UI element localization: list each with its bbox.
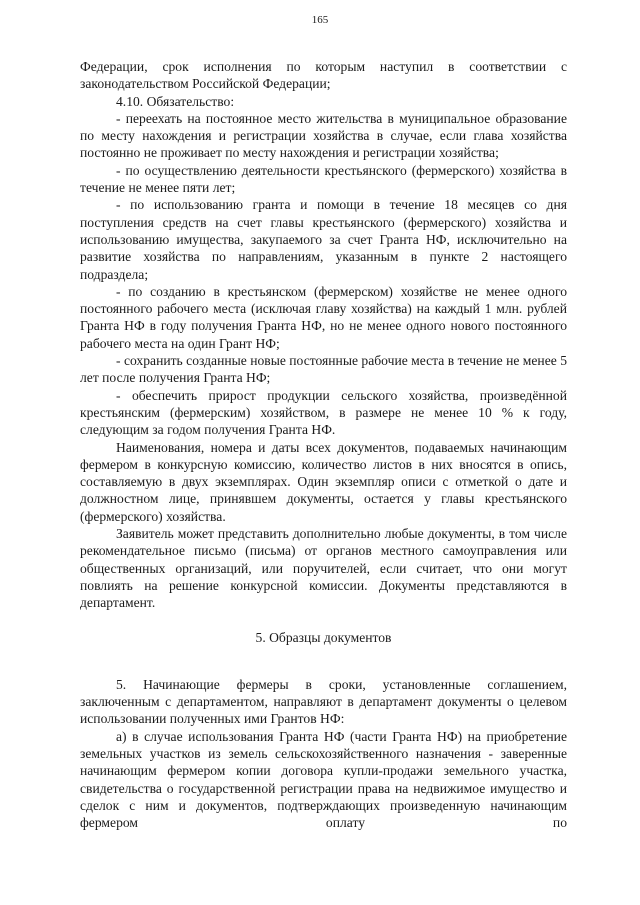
paragraph: - по использованию гранта и помощи в течение 18 месяцев со дня поступления средств на счет главы крестьянского (фермерского) хозяйства и использованию имущества, закупаемого за счет Гранта НФ, исключительно на развитие хозяйства по направлениям, указанным в пункте 2 настоящего подраздела;: [80, 197, 567, 282]
paragraph: - обеспечить прирост продукции сельского хозяйства, произведённой крестьянским (фермерским) хозяйством, в размере не менее 10 % к году, следующим за годом получения Гранта НФ.: [80, 387, 567, 438]
paragraph: 4.10. Обязательство:: [116, 93, 235, 109]
paragraph: 5. Начинающие фермеры в сроки, установленные соглашением, заключенным с департаментом, направляют в департамент документы о целевом использовании полученных ими Грантов НФ:: [80, 676, 567, 727]
paragraph: - по созданию в крестьянском (фермерском) хозяйстве не менее одного постоянного рабочего места (исключая главу хозяйства) на каждый 1 млн. рублей Гранта НФ в году получения Гранта НФ, но не менее одного нового постоянного рабочего места на один Грант НФ;: [80, 283, 567, 351]
document-body: [80, 58, 567, 831]
paragraph: - переехать на постоянное место жительства в муниципальное образование по месту нахождения и регистрации хозяйства в случае, если глава хозяйства постоянно не проживает по месту нахождения и регистрации хозяйства;: [80, 110, 567, 161]
section-heading: 5. Образцы документов: [255, 629, 392, 645]
paragraph: - по осуществлению деятельности крестьянского (фермерского) хозяйства в течение не менее пяти лет;: [80, 162, 567, 196]
paragraph: Федерации, срок исполнения по которым наступил в соответствии с законодательством Российской Федерации;: [80, 59, 567, 92]
page-number: 165: [311, 14, 329, 26]
paragraph: Заявитель может представить дополнительно любые документы, в том числе рекомендательное письмо (письма) от органов местного самоуправления или общественных организаций, или поручителей, если считает, что они могут повлиять на решение конкурсной комиссии. Документы представляются в департамент.: [80, 526, 567, 611]
paragraph: - сохранить созданные новые постоянные рабочие места в течение не менее 5 лет после получения Гранта НФ;: [80, 353, 567, 386]
paragraph: Наименования, номера и даты всех документов, подаваемых начинающим фермером в конкурсную комиссию, количество листов в них вносятся в опись, составляемую в двух экземплярах. Один экземпляр описи с отметкой о дате и должностном лице, принявшем документы, остается у главы крестьянского (фермерского) хозяйства.: [80, 439, 567, 524]
paragraph: а) в случае использования Гранта НФ (части Гранта НФ) на приобретение земельных участков из земель сельскохозяйственного назначения - заверенные начинающим фермером копии договора купли-продажи земельного участка, свидетельства о государственной регистрации права на недвижимое имущество и сделок с ним и документов, подтверждающих произведенную начинающим фермером оплату по: [80, 728, 567, 831]
